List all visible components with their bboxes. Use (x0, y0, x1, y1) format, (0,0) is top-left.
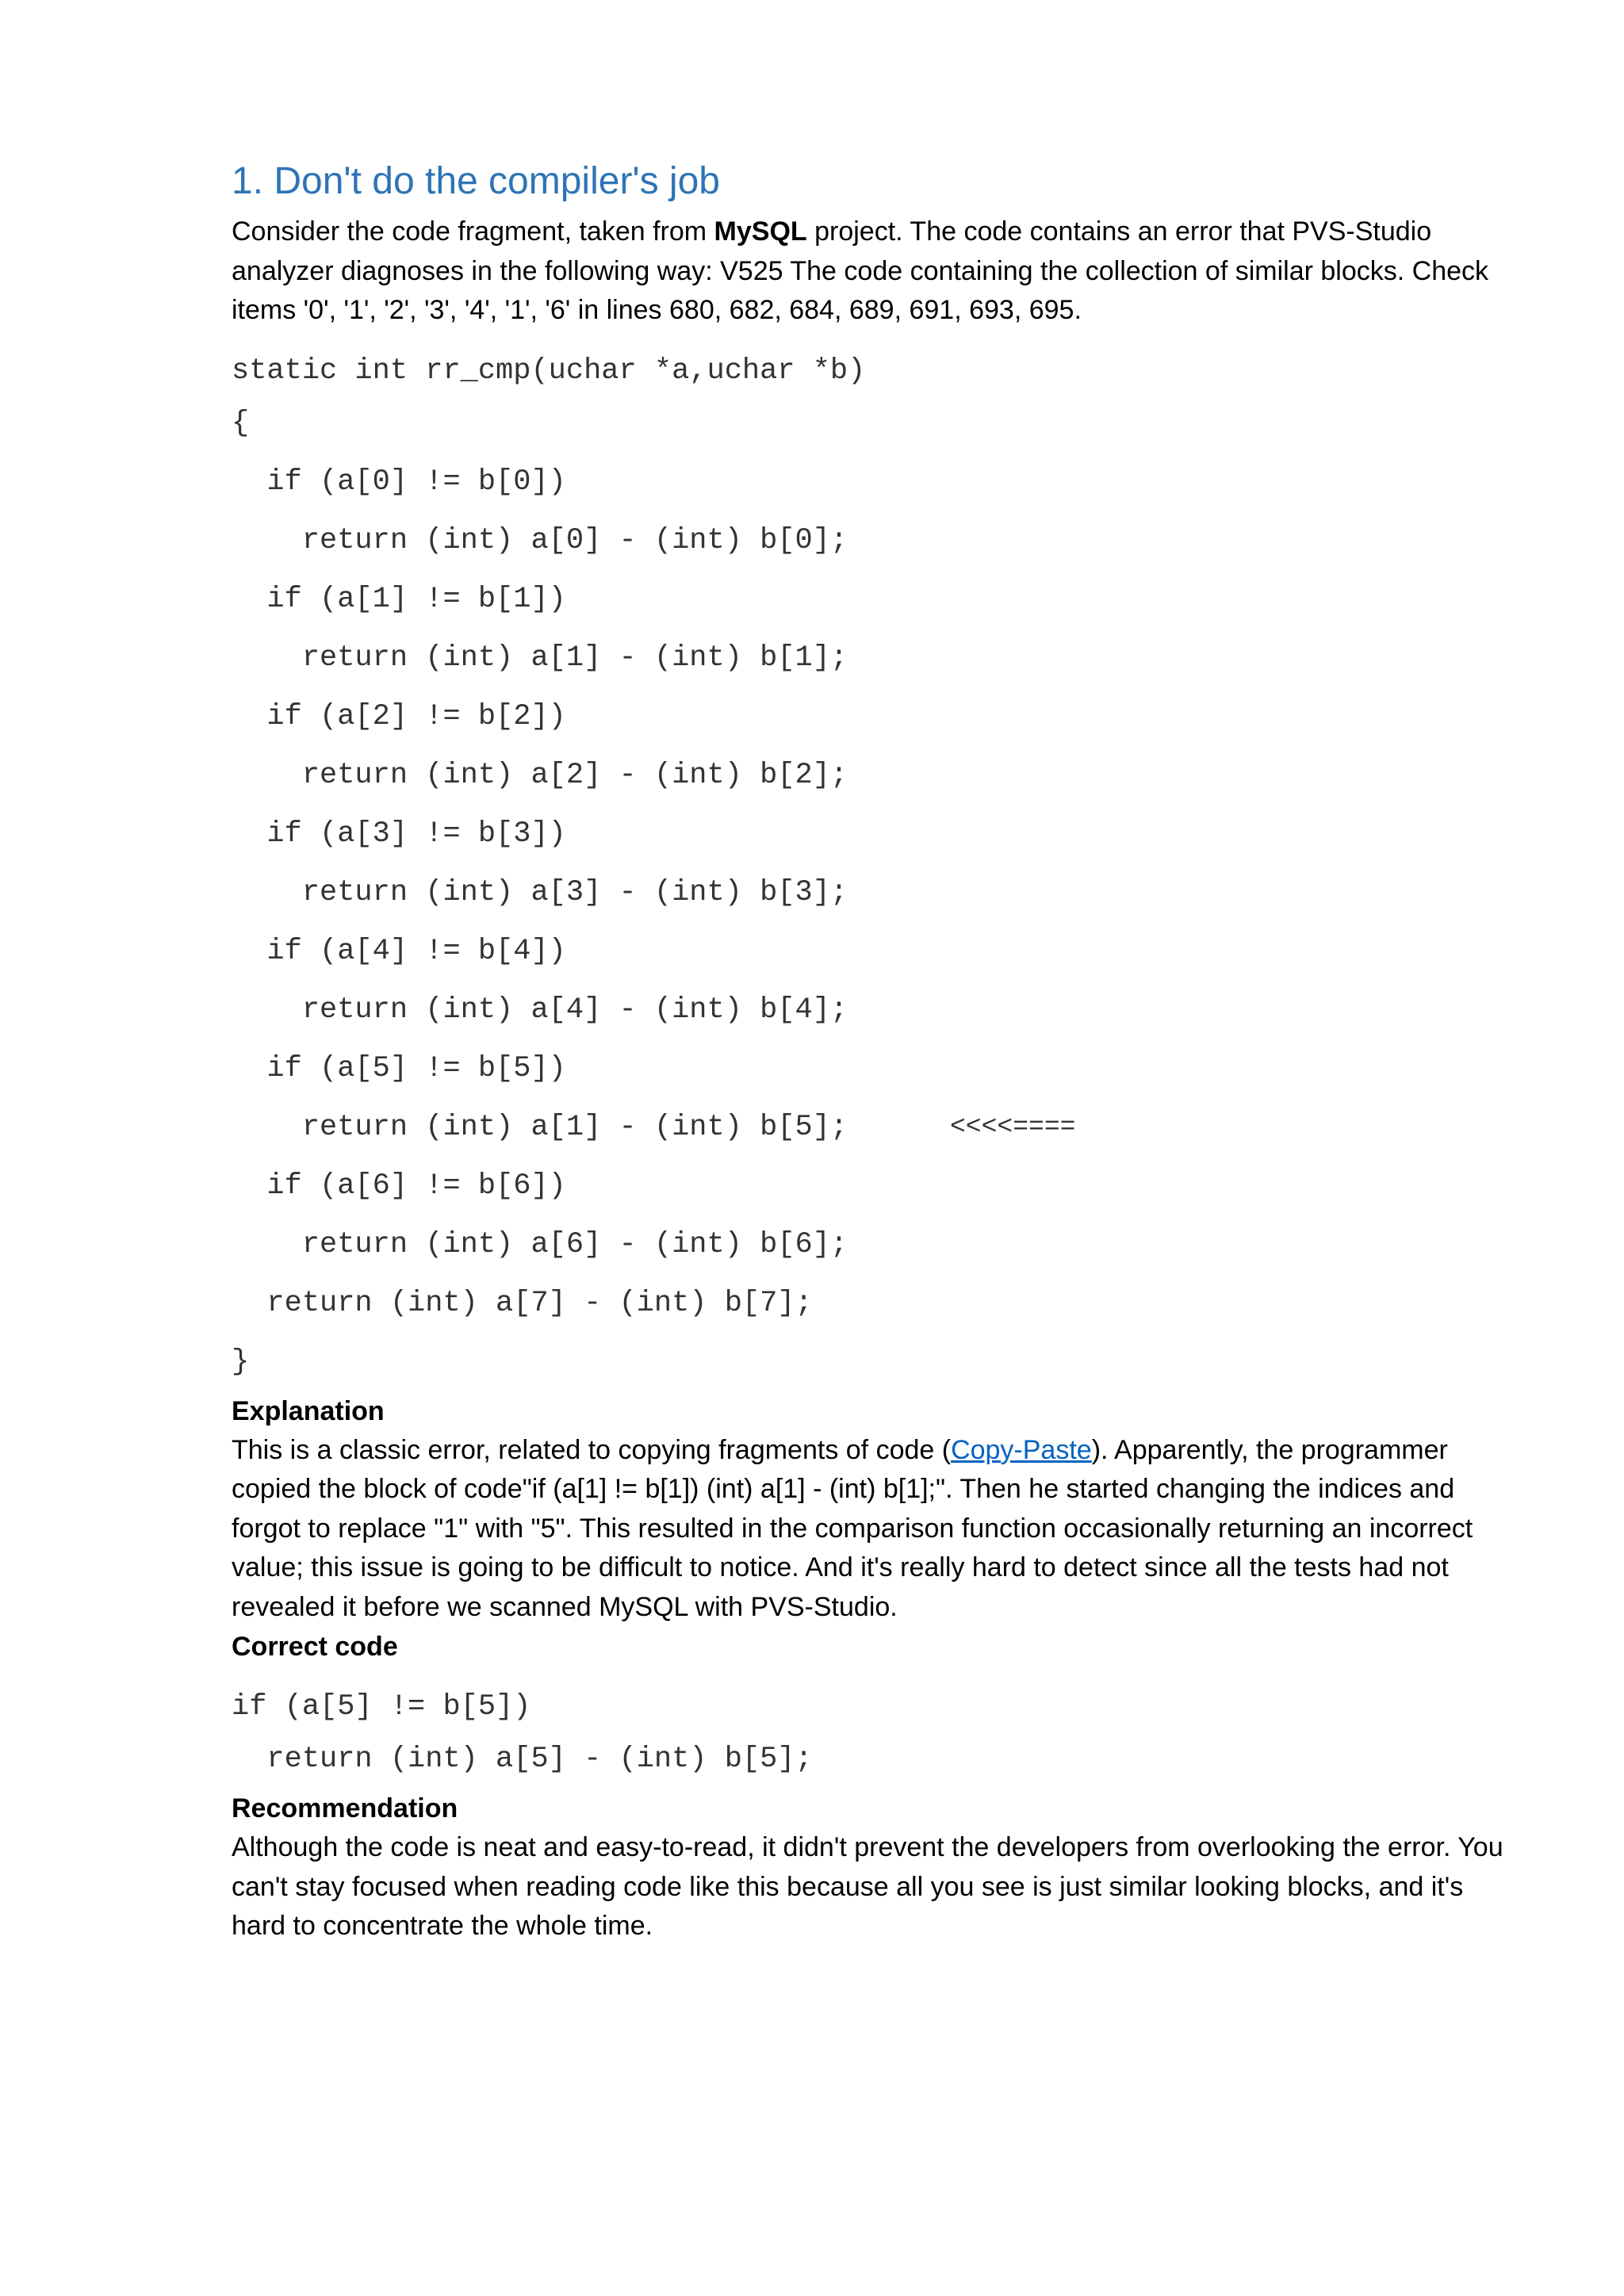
code-line: return (int) a[2] - (int) b[2]; (232, 758, 848, 792)
section-title: 1. Don't do the compiler's job (232, 160, 720, 202)
copy-paste-link[interactable]: Copy-Paste (951, 1434, 1092, 1465)
code-line: return (int) a[0] - (int) b[0]; (232, 523, 848, 557)
code-line: static int rr_cmp(uchar *a,uchar *b) (232, 354, 866, 388)
correct-code-heading: Correct code (232, 1632, 398, 1662)
code-block (232, 348, 1516, 1391)
intro-paragraph (232, 212, 1516, 331)
code-line: return (int) a[3] - (int) b[3]; (232, 875, 848, 909)
explanation-text-before-link: This is a classic error, related to copying fragments of code ( (232, 1434, 952, 1465)
code-line: if (a[0] != b[0]) (232, 465, 566, 499)
explanation-heading: Explanation (232, 1395, 385, 1426)
code-line: if (a[3] != b[3]) (232, 817, 566, 851)
intro-suffix: project. The code contains an error that PVS-Studio analyzer diagnoses in the following way: V525 The code containing the collection of similar blocks. Check items '0', '1', '2', '3', '4', '1', '6' in lines 680, 682, 684, 689, 691, 693, 695. (232, 216, 1489, 325)
code-line: if (a[5] != b[5]) (232, 1051, 566, 1085)
code-line-error (232, 1098, 1516, 1157)
code-line: if (a[1] != b[1]) (232, 582, 566, 616)
intro-project-name: MySQL (714, 216, 807, 247)
intro-prefix: Consider the code fragment, taken from (232, 216, 714, 247)
recommendation-heading: Recommendation (232, 1793, 458, 1823)
code-line: } (232, 1345, 250, 1379)
code-line: if (a[2] != b[2]) (232, 699, 566, 733)
document-content (232, 151, 1516, 1946)
recommendation-paragraph: Although the code is neat and easy-to-read, it didn't prevent the developers from overlooking the error. You can't stay focused when reading code like this because all you see is just similar looking blocks, and it's hard to concentrate the whole time. (232, 1832, 1503, 1941)
code-line-text: return (int) a[1] - (int) b[5]; (232, 1110, 848, 1144)
correct-code-block (232, 1684, 1516, 1789)
code-line: return (int) a[5] - (int) b[5]; (232, 1743, 813, 1776)
code-line: if (a[6] != b[6]) (232, 1169, 566, 1203)
code-line: return (int) a[4] - (int) b[4]; (232, 993, 848, 1027)
error-marker: <<<<==== (950, 1112, 1076, 1142)
code-line: return (int) a[1] - (int) b[1]; (232, 641, 848, 675)
explanation-paragraph (232, 1431, 1516, 1628)
code-line: return (int) a[6] - (int) b[6]; (232, 1227, 848, 1261)
code-line: if (a[4] != b[4]) (232, 934, 566, 968)
code-line: if (a[5] != b[5]) (232, 1690, 531, 1724)
code-line: return (int) a[7] - (int) b[7]; (232, 1286, 813, 1320)
explanation-text-after-link: ). Apparently, the programmer copied the block of code"if (a[1] != b[1]) (int) a[1] - (int) b[1];". Then he started changing the indices and forgot to replace "1" with "5". This resulted in the comparison function occasionally returning an incorrect value; this issue is going to be difficult to notice. And it's really hard to detect since all the tests had not revealed it before we scanned MySQL with PVS-Studio. (232, 1434, 1473, 1622)
code-line: { (232, 406, 250, 440)
